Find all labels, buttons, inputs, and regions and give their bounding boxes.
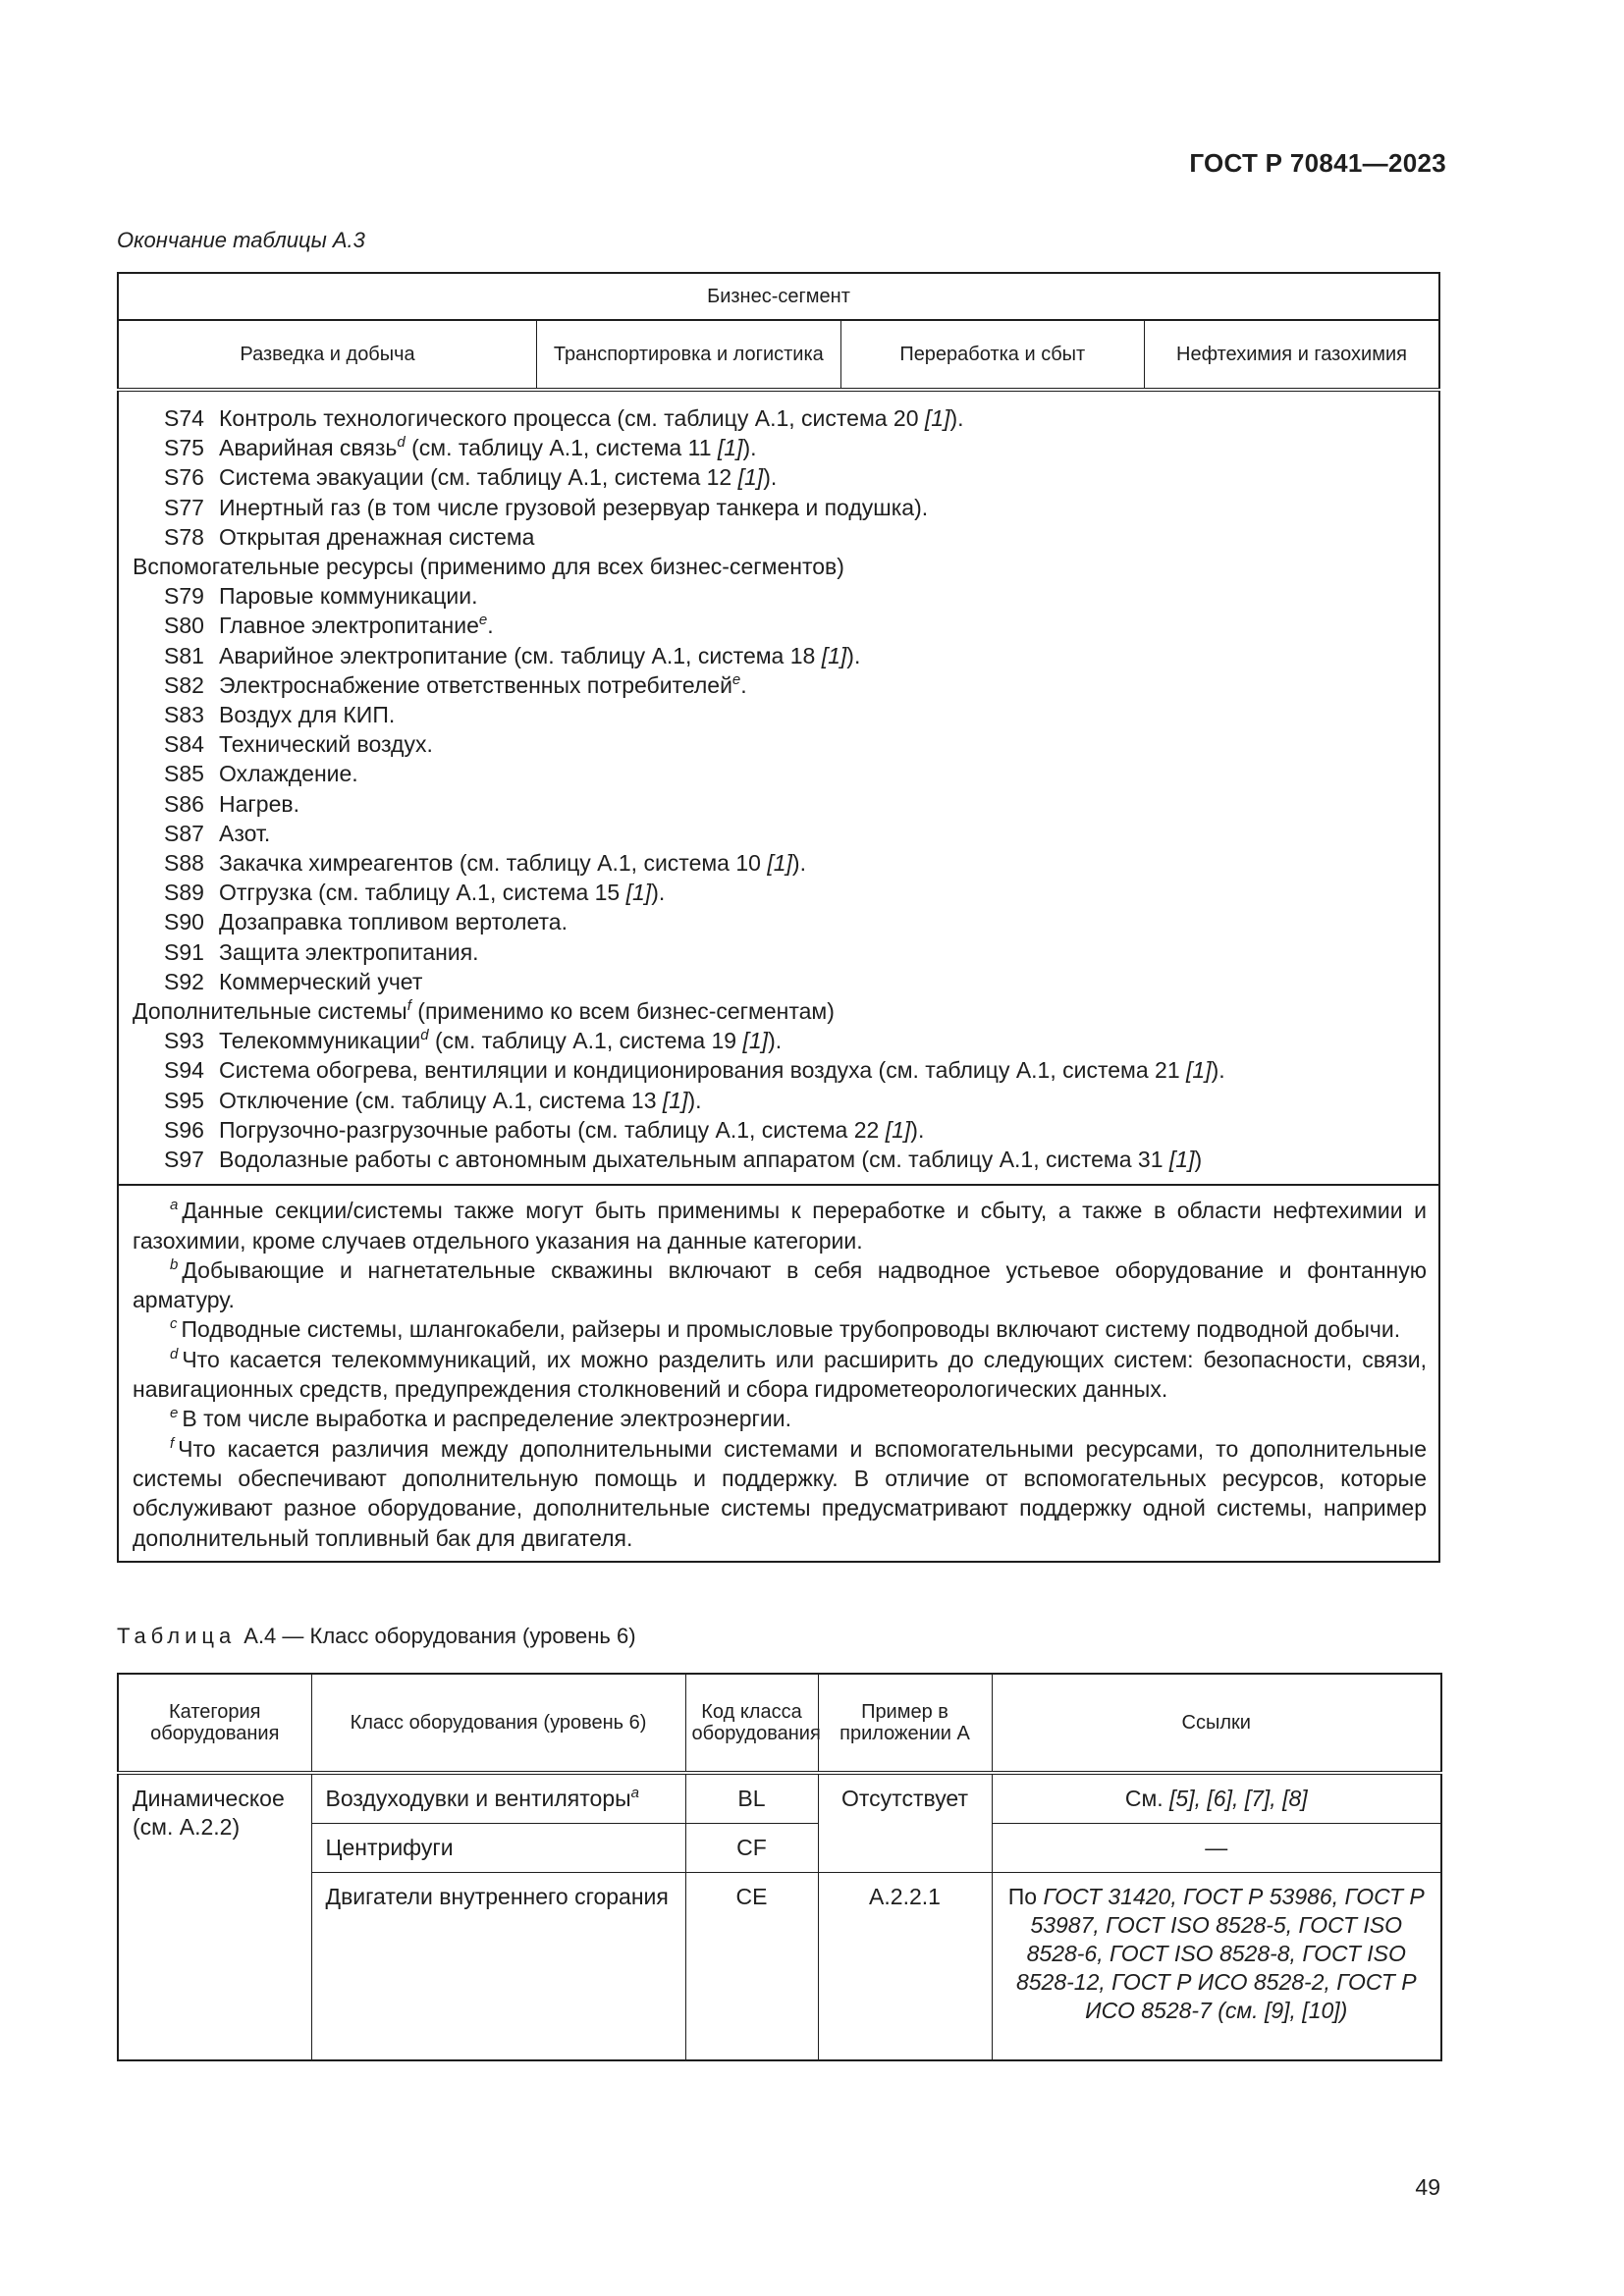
- table-a4-class-cell: Двигатели внутреннего сгорания: [311, 1873, 685, 2061]
- page-number: 49: [1415, 2174, 1440, 2200]
- table-a4-code-cell: CF: [685, 1824, 818, 1873]
- system-list-item: S74 Контроль технологического процесса (см. таблицу А.1, система 20 [1]).: [164, 405, 964, 431]
- table-a4-code-cell: BL: [685, 1773, 818, 1824]
- footnote: $^b$ Добывающие и нагнетательные скважины включают в себя надводное устьевое оборудование и фонтанную арматуру.: [133, 1255, 1427, 1313]
- system-list-item: S85 Охлаждение.: [164, 761, 358, 787]
- standard-number: ГОСТ Р 70841—2023: [1189, 148, 1446, 178]
- system-list-item: S77 Инертный газ (в том числе грузовой резервуар танкера и подушка).: [164, 494, 929, 520]
- table-a4-class-cell: Воздуходувки и вентиляторы$^a$: [311, 1773, 685, 1824]
- footnote: $^d$ Что касается телекоммуникаций, их можно разделить или расширить до следующих систем: безопасности, связи, навигационных средств, предупреждения столкновений и сбора гидрометеорологических данных.: [133, 1345, 1427, 1403]
- table-a4-col-header: Ссылки: [992, 1674, 1441, 1773]
- footnote: $^a$ Данные секции/системы также могут быть применимы к переработке и сбыту, а также в области нефтехимии и газохимии, кроме случаев отдельного указания на данные категории.: [133, 1197, 1427, 1254]
- table-a4-col-header: Категория оборудования: [118, 1674, 311, 1773]
- system-list-item: S75 Аварийная связь$^d$ (см. таблицу А.1, система 11 [1]).: [164, 434, 757, 461]
- table-a4-col-header: Класс оборудования (уровень 6): [311, 1674, 685, 1773]
- table-a4: [117, 1673, 1442, 2061]
- footnote: $^c$ Подводные системы, шлангокабели, райзеры и промысловые трубопроводы включают систему подводной добычи.: [170, 1315, 1401, 1343]
- system-list-item: S79 Паровые коммуникации.: [164, 583, 478, 610]
- table-a3-col-header: Переработка и сбыт: [840, 320, 1144, 390]
- system-list-item: S81 Аварийное электропитание (см. таблицу А.1, система 18 [1]).: [164, 642, 861, 668]
- system-list-item: S76 Система эвакуации (см. таблицу А.1, система 12 [1]).: [164, 464, 778, 491]
- table-a3-header-business-segment: Бизнес-сегмент: [118, 273, 1439, 320]
- system-list-item: S82 Электроснабжение ответственных потребителей$^e$.: [164, 670, 747, 698]
- system-list-item: S87 Азот.: [164, 820, 271, 846]
- system-list-item: S84 Технический воздух.: [164, 731, 433, 758]
- system-list-item: S93 Телекоммуникации$^d$ (см. таблицу А.1, система 19 [1]).: [164, 1027, 783, 1054]
- table-a4-col-header: Пример в приложении А: [818, 1674, 992, 1773]
- table-a4-title: Таблица А.4 — Класс оборудования (уровень 6): [117, 1624, 636, 1648]
- system-list-item: S89 Отгрузка (см. таблицу А.1, система 15 [1]).: [164, 880, 666, 906]
- system-list-item: S95 Отключение (см. таблицу А.1, система 13 [1]).: [164, 1087, 702, 1113]
- table-a4-refs-cell: —: [992, 1824, 1441, 1873]
- table-a3: [117, 272, 1440, 1563]
- footnote: $^e$ В том числе выработка и распределение электроэнергии.: [170, 1405, 791, 1432]
- system-list-item: S94 Система обогрева, вентиляции и кондиционирования воздуха (см. таблицу А.1, система 21 [1]).: [164, 1057, 1225, 1084]
- system-list-item: S90 Дозаправка топливом вертолета.: [164, 909, 568, 935]
- table-a4-refs-cell: См. [5], [6], [7], [8]: [992, 1773, 1441, 1824]
- table-a3-col-header: Разведка и добыча: [118, 320, 537, 390]
- system-group-heading: Вспомогательные ресурсы (применимо для всех бизнес-сегментов): [133, 554, 844, 580]
- table-a4-class-cell: Центрифуги: [311, 1824, 685, 1873]
- table-a4-code-cell: CE: [685, 1873, 818, 2061]
- table-a3-continuation-caption: Окончание таблицы А.3: [117, 228, 365, 252]
- system-list-item: S97 Водолазные работы с автономным дыхательным аппаратом (см. таблицу А.1, система 31 [1]): [164, 1147, 1203, 1173]
- system-list-item: S80 Главное электропитание$^e$.: [164, 612, 494, 639]
- system-list-item: S92 Коммерческий учет: [164, 968, 423, 994]
- system-list-item: S96 Погрузочно-разгрузочные работы (см. таблицу А.1, система 22 [1]).: [164, 1116, 925, 1143]
- table-a4-refs-cell: По ГОСТ 31420, ГОСТ Р 53986, ГОСТ Р 53987, ГОСТ ISO 8528-5, ГОСТ ISO 8528-6, ГОСТ ISO 8528-8, ГОСТ ISO 8528-12, ГОСТ Р ИСО 8528-2, ГОСТ Р ИСО 8528-7 (см. [9], [10]): [992, 1873, 1441, 2061]
- table-a3-footnotes: [118, 1185, 1439, 1562]
- system-list-item: S86 Нагрев.: [164, 790, 299, 817]
- table-a4-category-cell: Динамическое (см. А.2.2): [118, 1773, 311, 2060]
- table-a3-col-header: Нефтехимия и газохимия: [1144, 320, 1439, 390]
- table-a3-system-list: [118, 390, 1439, 1185]
- table-a4-col-header: Код класса оборудования: [685, 1674, 818, 1773]
- table-a3-col-header: Транспортировка и логистика: [537, 320, 840, 390]
- system-list-item: S88 Закачка химреагентов (см. таблицу А.1, система 10 [1]).: [164, 850, 806, 877]
- table-a4-example-cell: Отсутствует: [818, 1773, 992, 1873]
- table-a4-example-cell: А.2.2.1: [818, 1873, 992, 2061]
- system-list-item: S78 Открытая дренажная система: [164, 523, 535, 550]
- system-list-item: S83 Воздух для КИП.: [164, 702, 396, 728]
- footnote: $^f$ Что касается различия между дополнительными системами и вспомогательными ресурсами, то дополнительные системы обеспечивают дополнительную помощь и поддержку. В отличие от вспомогательных ресурсов, которые обслуживают разное оборудование, дополнительные системы предусматривают поддержку одной системы, например дополнительный топливный бак для двигателя.: [133, 1434, 1427, 1551]
- system-group-heading: Дополнительные системы$^f$ (применимо ко всем бизнес-сегментам): [133, 997, 835, 1025]
- system-list-item: S91 Защита электропитания.: [164, 938, 479, 965]
